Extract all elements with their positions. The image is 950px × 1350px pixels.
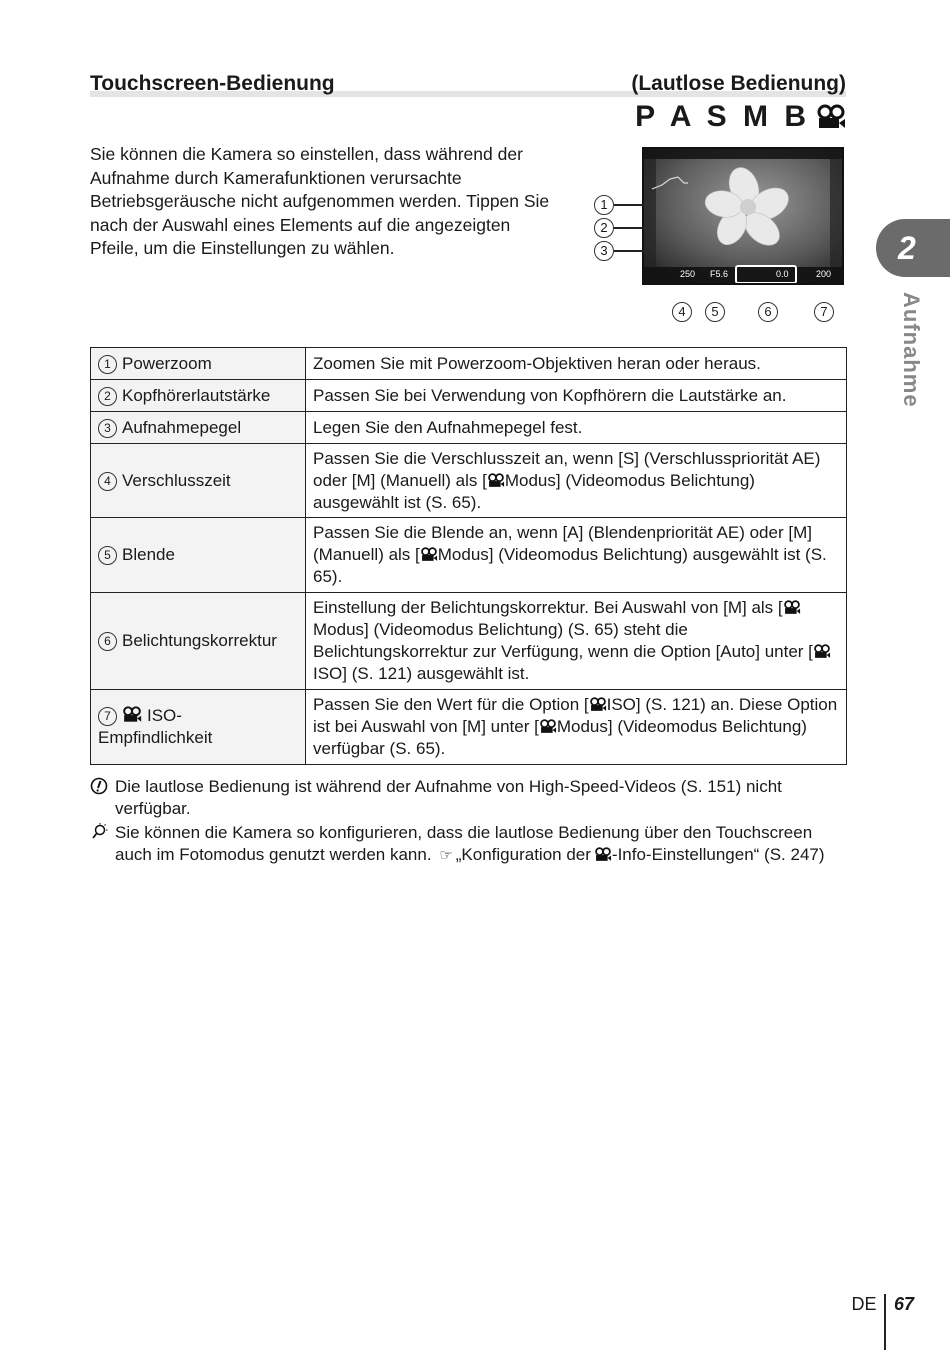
footer-divider — [884, 1294, 886, 1350]
chapter-tab: 2 — [876, 219, 950, 277]
callout-leader — [614, 204, 644, 206]
row-label — [91, 380, 306, 412]
table-row — [91, 690, 847, 765]
caution-text: Die lautlose Bedienung ist während der Aufnahme von High-Speed-Videos (S. 151) nicht verfügbar. — [115, 777, 782, 818]
row-description — [306, 518, 847, 593]
callout-7: 7 — [814, 302, 834, 322]
screen-photo — [644, 149, 842, 283]
tip-note — [90, 822, 845, 867]
callout-leader — [614, 250, 644, 252]
item-number: 7 — [98, 707, 117, 726]
movie-icon — [487, 473, 505, 488]
label-text: Kopfhörerlautstärke — [122, 385, 271, 405]
camera-screen-illustration — [642, 147, 844, 285]
movie-icon — [589, 697, 607, 712]
callout-4: 4 — [672, 302, 692, 322]
row-description — [306, 444, 847, 518]
callout-2: 2 — [594, 218, 614, 238]
desc-part: ISO] (S. 121) ausgewählt ist. — [313, 664, 530, 683]
row-label — [91, 518, 306, 593]
iso-readout: 200 — [816, 269, 832, 279]
row-label — [91, 593, 306, 690]
label-text: Verschlusszeit — [122, 470, 231, 490]
page-footer — [851, 1294, 914, 1350]
desc-part: Einstellung der Belichtungskorrektur. Bei Auswahl von [M] als [ — [313, 598, 783, 617]
table-row — [91, 380, 847, 412]
table-row — [91, 593, 847, 690]
item-number: 4 — [98, 472, 117, 491]
movie-mode-icon — [816, 104, 846, 130]
movie-icon — [813, 644, 831, 659]
desc-part: Modus] (Videomodus Belichtung) (S. 65) steht die Belichtungskorrektur zur Verfügung, wenn die Option [Auto] unter [ — [313, 620, 813, 661]
page-title: Touchscreen-Bedienung — [90, 72, 335, 95]
tip-text: -Info-Einstellungen“ (S. 247) — [611, 845, 825, 864]
callout-leader — [614, 227, 644, 229]
chapter-label: Aufnahme — [899, 292, 924, 408]
desc-part: Passen Sie die Blende an, wenn [A] (Blendenpriorität AE) oder [M] (Manuell) als [ — [313, 523, 812, 564]
row-label — [91, 412, 306, 444]
desc-part: ISO] (S. 121) an. Diese Option ist bei Auswahl von [M] unter [ — [313, 695, 838, 736]
row-label — [91, 444, 306, 518]
item-number: 1 — [98, 355, 117, 374]
page-number: 67 — [893, 1294, 914, 1314]
mode-indicators — [635, 100, 846, 134]
label-text: ISO- — [147, 706, 182, 725]
mode-letters: P A S M B — [635, 100, 810, 133]
label-text: Blende — [122, 545, 175, 564]
row-description — [306, 690, 847, 765]
row-description: Passen Sie bei Verwendung von Kopfhörern die Lautstärke an. — [306, 380, 847, 412]
tip-text: „Konfiguration der — [455, 845, 591, 864]
row-description — [306, 593, 847, 690]
desc-part: Modus] (Videomodus Belichtung) ausgewählt ist (S. 65). — [313, 545, 827, 586]
movie-icon — [122, 706, 142, 723]
callout-1: 1 — [594, 195, 614, 215]
table-row — [91, 444, 847, 518]
table-row — [91, 348, 847, 380]
label-text: Aufnahmepegel — [122, 417, 242, 437]
settings-table — [90, 347, 847, 765]
table-row — [91, 518, 847, 593]
callout-6: 6 — [758, 302, 778, 322]
movie-icon — [420, 547, 438, 562]
label-text: Belichtungskorrektur — [122, 631, 277, 650]
caution-icon — [90, 777, 108, 795]
label-text: Empfindlichkeit — [98, 728, 213, 747]
callout-3: 3 — [594, 241, 614, 261]
page-subtitle: (Lautlose Bedienung) — [631, 72, 846, 95]
reference-hand-icon: ☞ — [439, 847, 453, 864]
shutter-readout: 250 — [680, 269, 696, 279]
item-number: 3 — [98, 419, 117, 438]
tip-icon — [90, 823, 108, 841]
intro-paragraph: Sie können die Kamera so einstellen, dass während der Aufnahme durch Kamerafunktionen verursachte Betriebsgeräusche nicht aufgenommen werden. Tippen Sie nach der Auswahl eines Elements auf die angezeigten Pfeile, um die Einstellungen zu wählen. — [90, 144, 550, 258]
row-description: Legen Sie den Aufnahmepegel fest. — [306, 412, 847, 444]
desc-part: Modus] (Videomodus Belichtung) ausgewählt ist (S. 65). — [313, 470, 755, 512]
desc-part: Modus] (Videomodus Belichtung) verfügbar (S. 65). — [313, 717, 807, 758]
item-number: 6 — [98, 632, 117, 651]
row-description: Zoomen Sie mit Powerzoom-Objektiven heran oder heraus. — [306, 348, 847, 380]
row-label — [91, 348, 306, 380]
movie-icon — [594, 847, 612, 862]
table-row — [91, 412, 847, 444]
exposure-readout: 0.0 — [776, 269, 789, 279]
caution-note — [90, 776, 845, 820]
callout-5: 5 — [705, 302, 725, 322]
aperture-readout: F5.6 — [710, 269, 729, 279]
movie-icon — [783, 600, 801, 615]
label-text: Powerzoom — [122, 353, 212, 373]
desc-part: Passen Sie den Wert für die Option [ — [313, 695, 589, 714]
item-number: 2 — [98, 387, 117, 406]
language-code: DE — [851, 1294, 877, 1314]
movie-icon — [539, 719, 557, 734]
tip-text: Sie können die Kamera so konfigurieren, dass die lautlose Bedienung über den Touchscreen auch im Fotomodus genutzt werden kann. — [115, 823, 813, 864]
desc-part: Passen Sie die Verschlusszeit an, wenn [S] (Verschlusspriorität AE) oder [M] (Manuell) als [ — [313, 448, 821, 490]
item-number: 5 — [98, 546, 117, 565]
row-label — [91, 690, 306, 765]
